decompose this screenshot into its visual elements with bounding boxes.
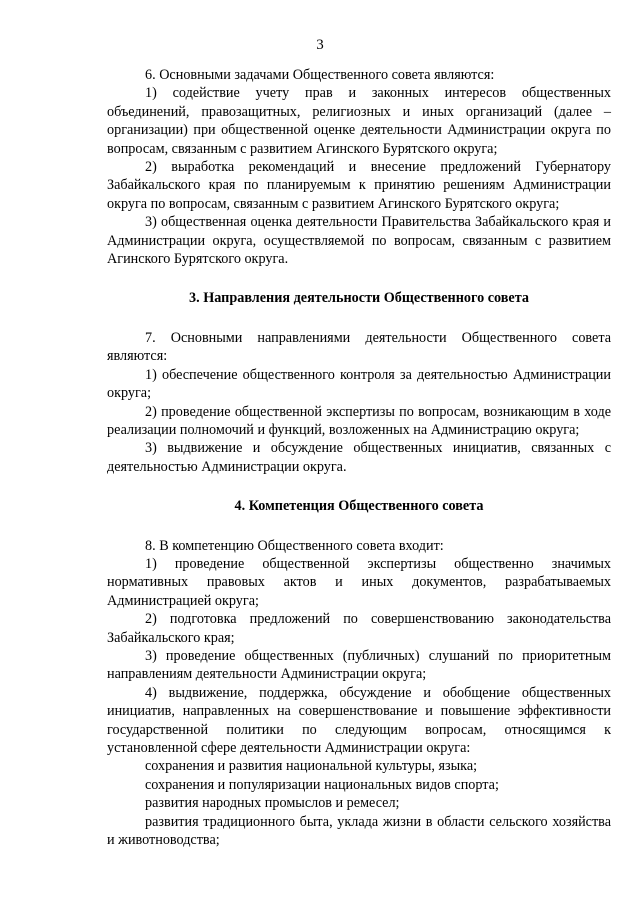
page-number: 3 [316,37,324,53]
paragraph-8-item-4: 4) выдвижение, поддержка, обсуждение и обобщение общественных инициатив, направленных на совершенствование и повышение эффективности государственной политики по следующим вопросам, относящимся к установленной сфере деятельности Администрации округа: [107,684,611,756]
paragraph-7-item-3: 3) выдвижение и обсуждение общественных инициатив, связанных с деятельностью Администрации округа. [107,440,611,475]
paragraph-6-item-2: 2) выработка рекомендаций и внесение предложений Губернатору Забайкальского края по планируемым к принятию решениям Администрации округа по вопросам, связанным с развитием Агинского Бурятского округа; [107,159,611,212]
section-4-heading: 4. Компетенция Общественного совета [234,498,484,515]
paragraph-8: 8. В компетенцию Общественного совета входит: [145,537,444,554]
paragraph-8-subitem-2: сохранения и популяризации национальных видов спорта; [145,776,499,793]
document-body [107,66,611,849]
paragraph-6-item-1: 1) содействие учету прав и законных интересов общественных объединений, правозащитных, религиозных и иных организаций (далее – организации) при общественной оценке деятельности Администрации округа по вопросам, связанным с развитием Агинского Бурятского округа; [107,85,611,157]
paragraph-7-item-2: 2) проведение общественной экспертизы по вопросам, возникающим в ходе реализации полномочий и функций, возложенных на Администрацию округа; [107,403,611,438]
paragraph-8-item-2: 2) подготовка предложений по совершенствованию законодательства Забайкальского края; [107,611,611,646]
paragraph-8-item-1: 1) проведение общественной экспертизы общественно значимых нормативных правовых актов и иных документов, разрабатываемых Администрацией округа; [107,555,611,609]
paragraph-8-subitem-3: развития народных промыслов и ремесел; [145,795,400,812]
paragraph-8-subitem-1: сохранения и развития национальной культуры, языка; [145,758,478,775]
paragraph-7-item-1: 1) обеспечение общественного контроля за деятельностью Администрации округа; [107,366,611,402]
paragraph-8-item-3: 3) проведение общественных (публичных) слушаний по приоритетным направлениям деятельности Администрации округа; [107,647,611,683]
section-3-heading: 3. Направления деятельности Общественного совета [189,290,529,307]
paragraph-7: 7. Основными направлениями деятельности Общественного совета являются: [107,329,611,365]
paragraph-6-item-3: 3) общественная оценка деятельности Правительства Забайкальского края и Администрации округа, осуществляемой по вопросам, связанным с развитием Агинского Бурятского округа. [107,214,611,268]
paragraph-8-subitem-4: развития традиционного быта, уклада жизни в области сельского хозяйства и животноводства; [107,813,611,849]
paragraph-6: 6. Основными задачами Общественного совета являются: [145,67,495,83]
